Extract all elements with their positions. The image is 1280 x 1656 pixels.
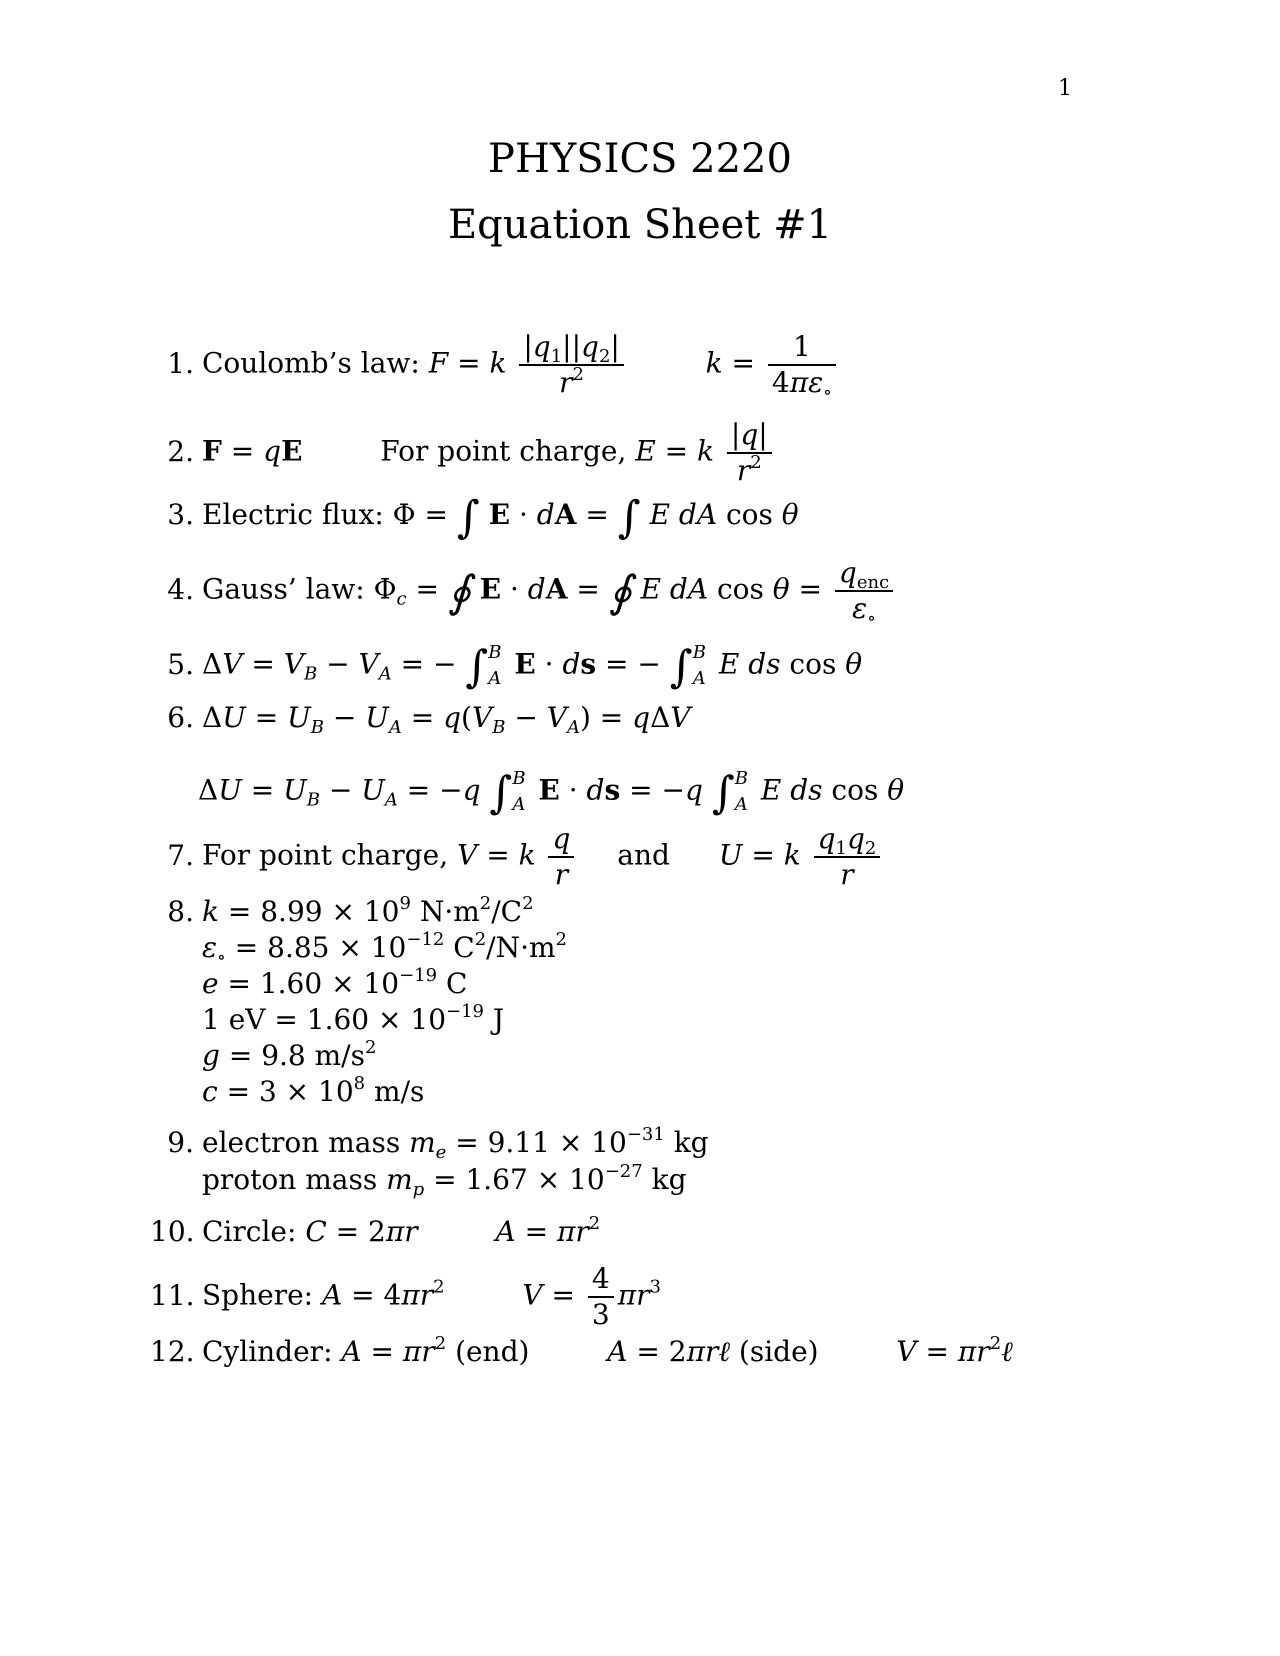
item-label: For point charge, — [380, 434, 627, 468]
equation-4: 4. Gauss’ law: $\Phi_c$ = ∮ E · dA = ∮ E dA cos θ = $\frac{q_{enc}}{\varepsilon_\circ}$ — [150, 556, 897, 626]
item-number: 1. — [167, 346, 194, 380]
item-label: Electric flux: — [202, 498, 384, 531]
item-number: 10. — [150, 1215, 195, 1248]
item-number: 4. — [167, 572, 194, 606]
page-subtitle: Equation Sheet #1 — [447, 202, 833, 248]
equation-6b: $\Delta U = U_B - U_A = -q$ ∫ B A E · ds = −q ∫ B A E ds cos θ — [198, 767, 905, 819]
equation-1: 1. Coulomb’s law: F = k $\frac{|q_1||q_2|}{r^2}$ k = $\frac{1}{4\pi\varepsilon_\circ}$ — [150, 330, 840, 400]
item-number: 8. — [167, 895, 194, 928]
item-number: 2. — [167, 434, 194, 468]
item-label: Gauss’ law: — [202, 572, 365, 606]
equation-3: 3. Electric flux: Φ = ∫ E · dA = ∫ E dA cos θ — [150, 497, 799, 536]
item-label: Coulomb’s law: — [202, 346, 420, 380]
equation-5: 5. $\Delta V = V_B - V_A$ = − ∫ B A E · ds = − ∫ B A E ds cos θ — [150, 640, 862, 692]
equation-11: 11. Sphere: $A = 4\pi r^2$ V = $\frac{4}{3}$ $\pi r^3$ — [150, 1262, 661, 1331]
equation-12: 12. Cylinder: $A = \pi r^2$ (end) A = 2πrℓ (side) $V = \pi r^2\ell$ — [150, 1333, 1013, 1368]
item-number: 6. — [167, 701, 194, 734]
item-number: 11. — [150, 1278, 195, 1312]
equation-10: 10. Circle: C = 2πr $A = \pi r^2$ — [150, 1213, 601, 1248]
item-number: 12. — [150, 1335, 195, 1368]
and-text: and — [617, 838, 670, 872]
equation-2: 2. F = qE For point charge, E = k $\frac{|q|}{r^2}$ — [150, 418, 776, 488]
page-title: PHYSICS 2220 — [488, 136, 792, 182]
item-number: 3. — [167, 498, 194, 531]
equation-9: 9. electron mass $m_e = 9.11 \times 10^{-31}$ kg proton mass $m_p = 1.67 \times 10^{-27}$ kg — [150, 1124, 709, 1198]
item-number: 5. — [167, 647, 194, 681]
item-label: For point charge, — [202, 838, 449, 872]
page-number: 1 — [1058, 76, 1072, 101]
equation-6: 6. $\Delta U = U_B - U_A = q(V_B - V_A) = q\Delta V$ — [150, 700, 691, 736]
equation-8: 8. $k = 8.99 \times 10^9$ $N\cdot m^2/C^2$ $\varepsilon_\circ = 8.85 \times 10^{-12}$ $C^2/N\cdot m^2$ $e = 1.60 \times 10^{-19}$ C 1 eV = $1.60 \times 10^{-19}$ J g = 9.8 $m/s^2$ $c = 3 \times 10^8$ m/s — [150, 894, 567, 1110]
item-number: 9. — [167, 1126, 194, 1159]
equation-7: 7. For point charge, V = k $\frac{q}{r}$ and U = k $\frac{q_1q_2}{r}$ — [150, 822, 884, 892]
item-number: 7. — [167, 838, 194, 872]
